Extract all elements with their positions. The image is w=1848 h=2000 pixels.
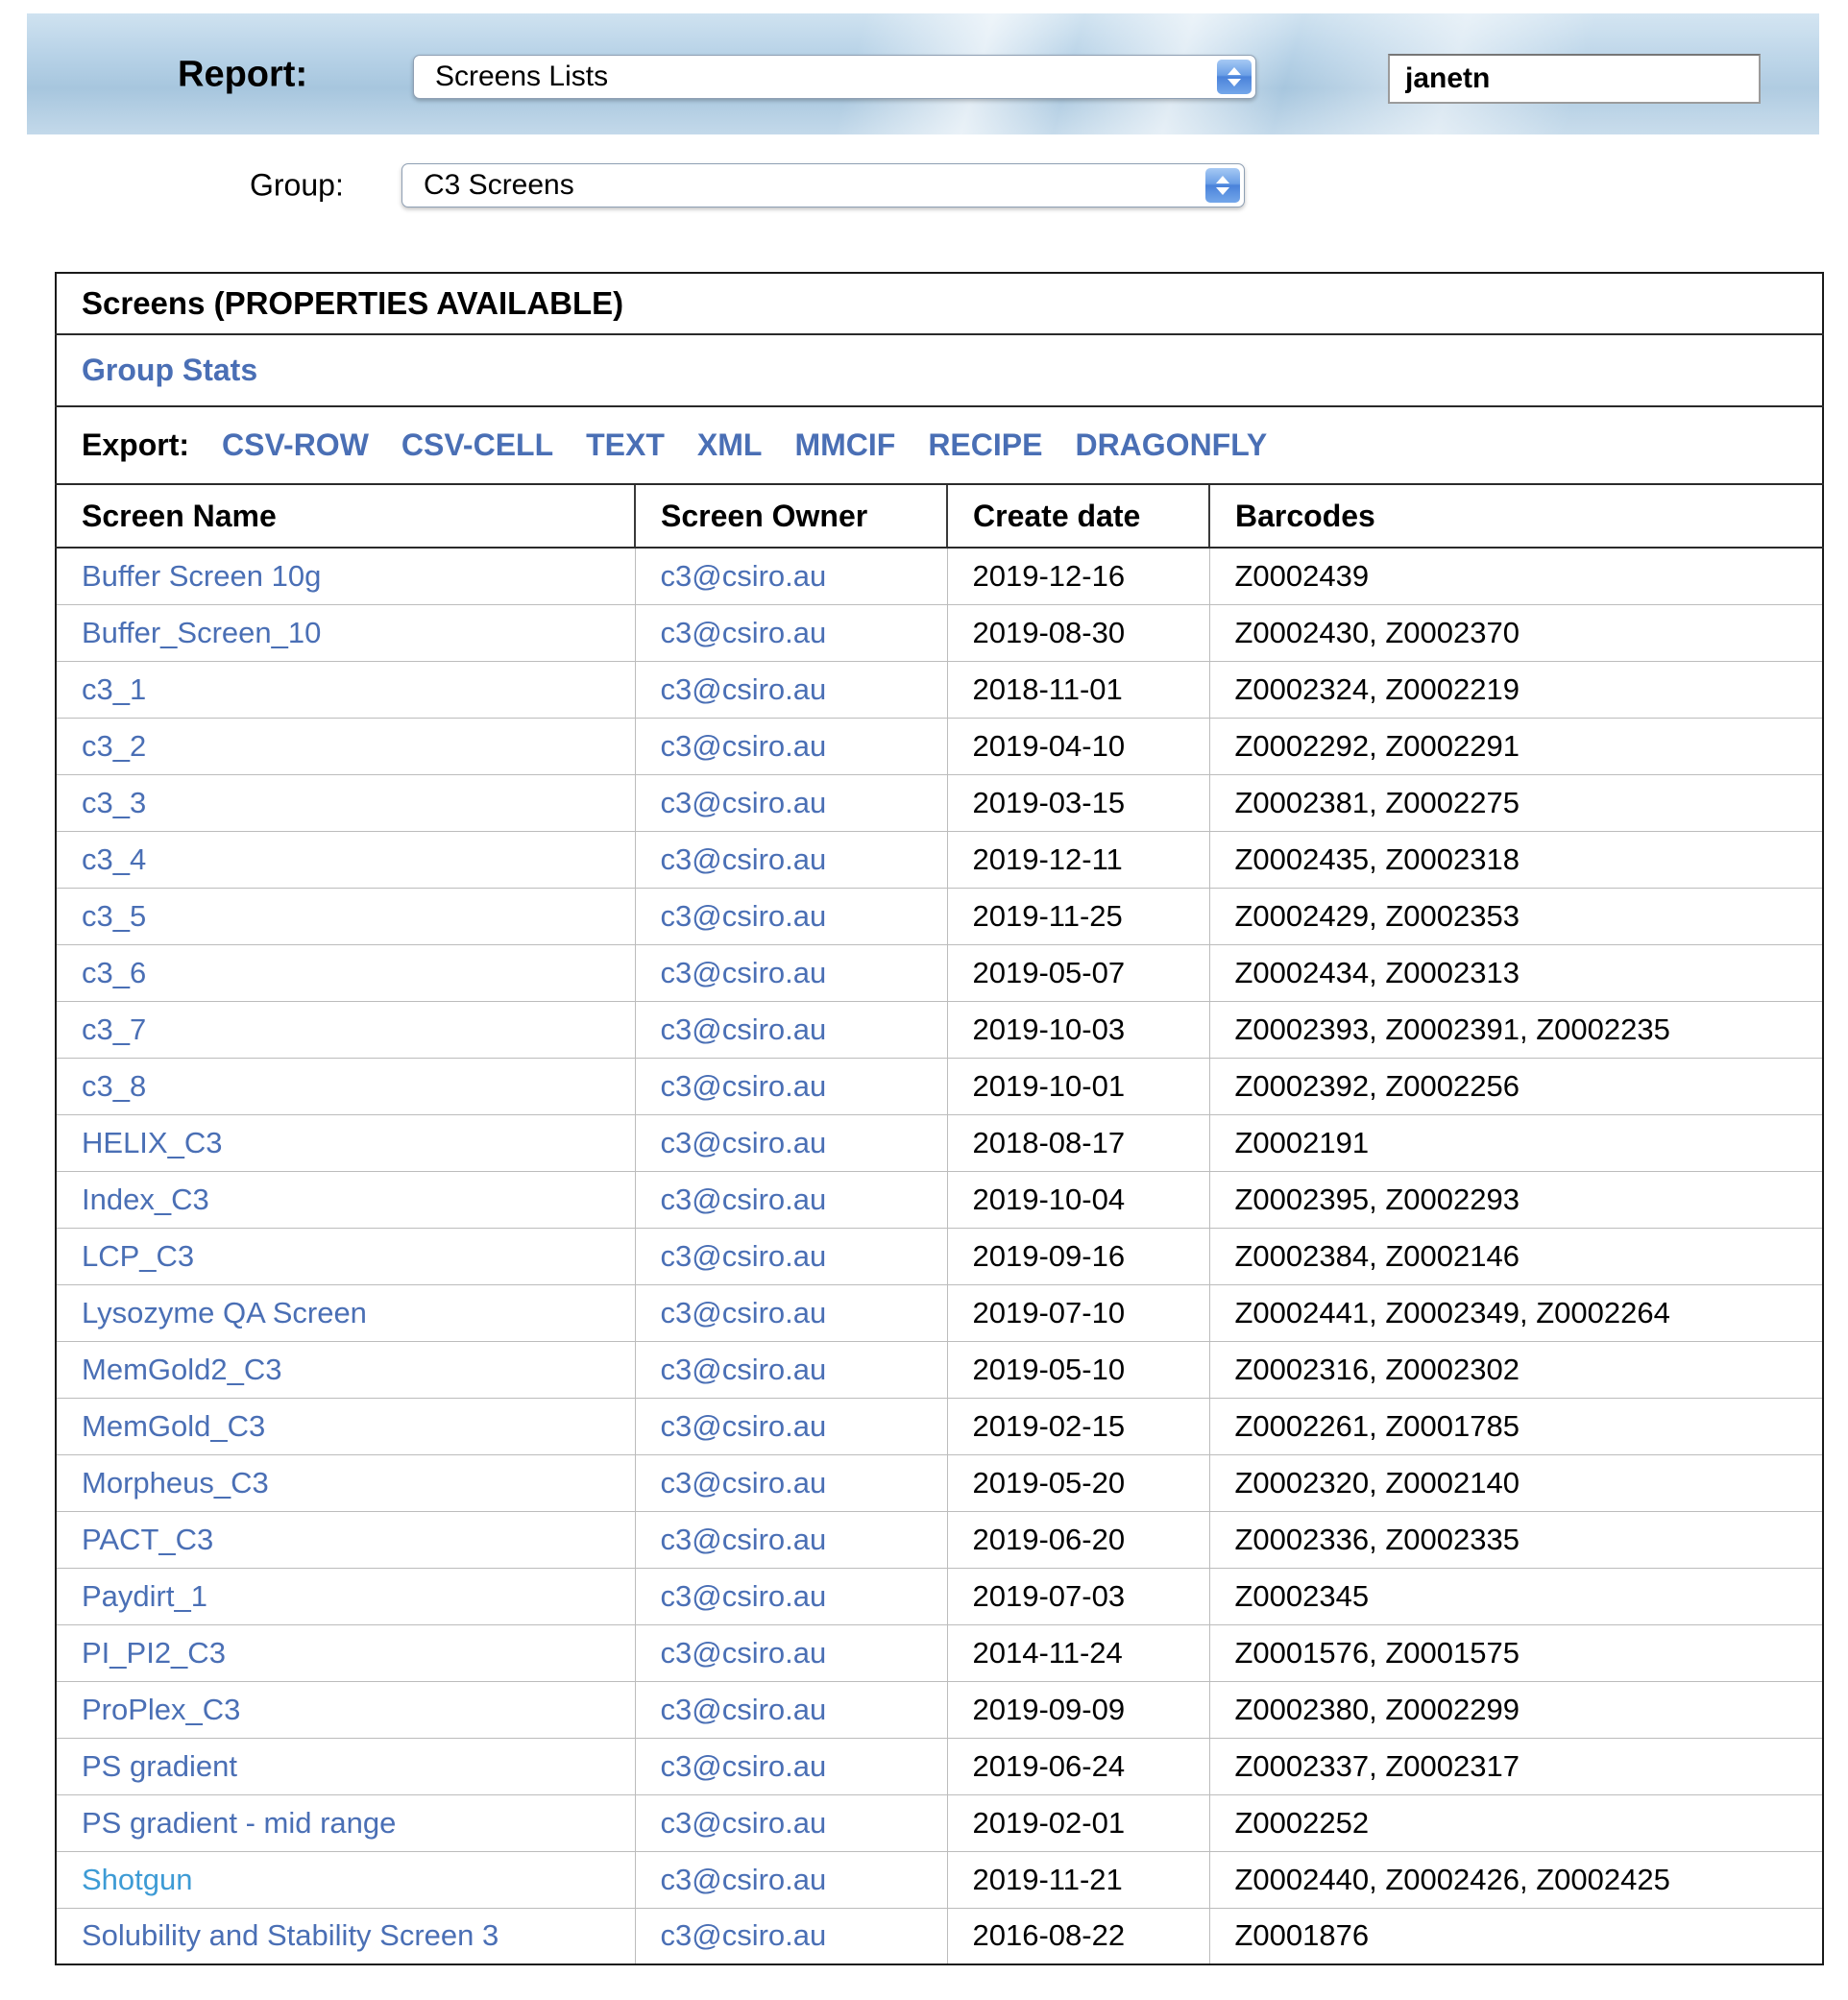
chevron-up-icon [1216,176,1229,183]
screen-name-cell [56,1794,635,1851]
username-input[interactable] [1388,54,1761,104]
screen-owner-link[interactable]: c3@csiro.au [660,558,827,593]
export-row [56,406,1823,484]
table-row [56,1681,1823,1738]
barcodes-cell: Z0001876 [1234,1918,1370,1953]
screen-owner-link[interactable]: c3@csiro.au [660,1408,827,1443]
column-header-screen-owner: Screen Owner [635,484,947,548]
table-row [56,1001,1823,1058]
table-row [56,1511,1823,1568]
table-row [56,661,1823,718]
screen-name-link[interactable]: c3_1 [82,671,147,706]
table-row [56,774,1823,831]
create-date-cell: 2019-12-11 [947,831,1209,888]
screen-owner-link[interactable]: c3@csiro.au [660,785,827,819]
screen-owner-link[interactable]: c3@csiro.au [660,1182,827,1216]
create-date-cell: 2019-08-30 [947,604,1209,661]
screen-owner-cell [635,661,947,718]
table-row [56,1624,1823,1681]
create-date-cell: 2019-02-15 [947,1398,1209,1454]
screen-name-cell [56,831,635,888]
screen-name-link[interactable]: c3_6 [82,955,147,989]
group-stats-link[interactable]: Group Stats [82,353,258,387]
screen-name-link[interactable]: PI_PI2_C3 [82,1635,226,1670]
table-row [56,831,1823,888]
barcodes-cell: Z0002440, Z0002426, Z0002425 [1209,1851,1823,1908]
column-header-create-date: Create date [947,484,1209,548]
chevron-up-icon [1228,67,1241,75]
screen-owner-cell [635,1058,947,1114]
screen-owner-link[interactable]: c3@csiro.au [660,1295,827,1329]
barcodes-cell: Z0002252 [1209,1794,1823,1851]
screen-owner-link[interactable]: c3@csiro.au [660,1578,827,1613]
table-row [56,1171,1823,1228]
create-date-cell: 2019-03-15 [947,774,1209,831]
table-row [56,888,1823,944]
table-row [56,718,1823,774]
barcodes-cell: Z0002429, Z0002353 [1209,888,1823,944]
barcodes-cell: Z0002435, Z0002318 [1209,831,1823,888]
select-stepper-icon[interactable] [1205,168,1240,203]
barcodes-cell: Z0002324, Z0002219 [1209,661,1823,718]
screen-name-cell [56,1681,635,1738]
barcodes-cell: Z0002380, Z0002299 [1209,1681,1823,1738]
barcodes-cell: Z0002441, Z0002349, Z0002264 [1209,1284,1823,1341]
screen-name-cell [56,944,635,1001]
screen-owner-link[interactable]: c3@csiro.au [660,728,827,763]
create-date-cell: 2019-05-10 [947,1341,1209,1398]
screen-owner-cell [635,888,947,944]
export-link-csv-cell[interactable]: CSV-CELL [401,427,554,462]
screen-name-link[interactable]: Shotgun [82,1862,193,1896]
create-date-cell: 2019-02-01 [947,1794,1209,1851]
screen-owner-cell [635,1001,947,1058]
export-link-dragonfly[interactable]: DRAGONFLY [1075,427,1268,462]
table-title: Screens (PROPERTIES AVAILABLE) [56,273,1823,334]
screen-name-link[interactable]: Buffer Screen 10g [82,558,322,593]
chevron-down-icon [1228,79,1241,86]
table-row [56,548,1823,604]
screen-name-cell [56,1398,635,1454]
barcodes-cell: Z0002434, Z0002313 [1209,944,1823,1001]
create-date-cell: 2019-09-16 [947,1228,1209,1284]
column-header-barcodes: Barcodes [1209,484,1823,548]
create-date-cell: 2019-09-09 [947,1681,1209,1738]
screen-name-link[interactable]: PS gradient [82,1748,237,1783]
screen-owner-cell [635,1794,947,1851]
screen-name-link[interactable]: ProPlex_C3 [82,1692,241,1726]
create-date-cell: 2019-12-16 [947,548,1209,604]
table-row [56,1114,1823,1171]
table-row [56,1454,1823,1511]
create-date-cell: 2019-05-20 [947,1454,1209,1511]
create-date-cell: 2018-11-01 [947,661,1209,718]
screen-name-link[interactable]: LCP_C3 [82,1238,195,1273]
screen-owner-cell [635,831,947,888]
screen-name-link[interactable]: Solubility and Stability Screen 3 [82,1918,499,1953]
screen-name-link[interactable]: Morpheus_C3 [82,1465,269,1500]
barcodes-cell: Z0002393, Z0002391, Z0002235 [1209,1001,1823,1058]
screen-name-cell [56,1511,635,1568]
screen-owner-link[interactable]: c3@csiro.au [660,1918,827,1953]
screen-owner-link[interactable]: c3@csiro.au [660,1748,827,1783]
screen-name-cell [56,1341,635,1398]
export-link-xml[interactable]: XML [696,427,763,462]
screen-owner-cell [635,604,947,661]
barcodes-cell: Z0002320, Z0002140 [1209,1454,1823,1511]
create-date-cell: 2019-10-03 [947,1001,1209,1058]
screen-owner-cell [635,1228,947,1284]
screen-owner-cell [635,1908,947,1964]
barcodes-cell: Z0002381, Z0002275 [1209,774,1823,831]
screen-owner-link[interactable]: c3@csiro.au [660,841,827,876]
screen-name-cell [56,1851,635,1908]
screen-owner-link[interactable]: c3@csiro.au [660,615,827,649]
screen-name-cell [56,1624,635,1681]
screen-name-link[interactable]: MemGold2_C3 [82,1352,282,1386]
top-banner [27,13,1819,134]
screen-name-link[interactable]: Index_C3 [82,1182,209,1216]
table-row [56,604,1823,661]
screen-owner-link[interactable]: c3@csiro.au [660,1125,827,1159]
report-label: Report: [178,54,308,95]
screen-name-cell [56,718,635,774]
create-date-cell: 2014-11-24 [947,1624,1209,1681]
create-date-cell: 2019-05-07 [947,944,1209,1001]
barcodes-cell: Z0002392, Z0002256 [1209,1058,1823,1114]
screen-owner-link[interactable]: c3@csiro.au [660,1352,827,1386]
screen-name-cell [56,604,635,661]
barcodes-cell: Z0002384, Z0002146 [1209,1228,1823,1284]
screens-table [55,272,1824,1965]
barcodes-cell: Z0002337, Z0002317 [1209,1738,1823,1794]
table-row [56,1908,1823,1964]
chevron-down-icon [1216,187,1229,195]
table-row [56,1284,1823,1341]
create-date-cell: 2019-10-04 [947,1171,1209,1228]
barcodes-cell: Z0002191 [1209,1114,1823,1171]
screen-name-link[interactable]: c3_5 [82,898,147,933]
screen-owner-cell [635,1398,947,1454]
screen-owner-link[interactable]: c3@csiro.au [660,1692,827,1726]
screen-owner-cell [635,944,947,1001]
screen-owner-link[interactable]: c3@csiro.au [660,1068,827,1103]
group-select[interactable] [401,163,1245,207]
barcodes-cell: Z0002261, Z0001785 [1209,1398,1823,1454]
create-date-cell: 2019-11-21 [947,1851,1209,1908]
screen-name-cell [56,548,635,604]
screen-name-link[interactable]: MemGold_C3 [82,1408,266,1443]
screen-name-link[interactable]: c3_3 [82,785,147,819]
table-row [56,944,1823,1001]
screen-owner-cell [635,1284,947,1341]
export-link-recipe[interactable]: RECIPE [928,427,1043,462]
select-stepper-icon[interactable] [1217,60,1252,94]
table-row [56,1794,1823,1851]
screen-owner-cell [635,1568,947,1624]
screen-owner-cell [635,1511,947,1568]
create-date-cell: 2019-04-10 [947,718,1209,774]
screen-owner-cell [635,1341,947,1398]
create-date-cell: 2019-11-25 [947,888,1209,944]
screen-name-cell [56,1568,635,1624]
export-label: Export: [82,427,189,462]
screen-owner-link[interactable]: c3@csiro.au [660,1238,827,1273]
barcodes-cell: Z0002395, Z0002293 [1209,1171,1823,1228]
screen-name-link[interactable]: c3_4 [82,841,147,876]
create-date-cell: 2019-10-01 [947,1058,1209,1114]
screen-owner-cell [635,1454,947,1511]
table-row [56,1341,1823,1398]
screen-name-cell [56,1114,635,1171]
screen-name-cell [56,1001,635,1058]
barcodes-cell: Z0001576, Z0001575 [1209,1624,1823,1681]
create-date-cell: 2019-06-24 [947,1738,1209,1794]
create-date-cell: 2018-08-17 [947,1114,1209,1171]
group-select-value: C3 Screens [424,169,574,201]
screen-owner-cell [635,1738,947,1794]
create-date-cell: 2019-07-10 [947,1284,1209,1341]
screen-owner-cell [635,548,947,604]
screen-owner-cell [635,718,947,774]
screen-name-cell [56,1171,635,1228]
screen-owner-link[interactable]: c3@csiro.au [660,1635,827,1670]
export-links [189,428,1267,462]
barcodes-cell: Z0002316, Z0002302 [1209,1341,1823,1398]
report-select-value: Screens Lists [435,61,609,92]
table-title-row [56,273,1823,334]
screen-name-cell [56,1908,635,1964]
create-date-cell: 2016-08-22 [947,1908,1209,1964]
screen-name-link[interactable]: PACT_C3 [82,1522,214,1556]
table-row [56,1851,1823,1908]
table-row [56,1568,1823,1624]
screen-owner-link[interactable]: c3@csiro.au [660,1862,827,1896]
barcodes-cell: Z0002336, Z0002335 [1209,1511,1823,1568]
barcodes-cell: Z0002430, Z0002370 [1209,604,1823,661]
screen-name-cell [56,1058,635,1114]
screen-owner-link[interactable]: c3@csiro.au [660,1465,827,1500]
screen-owner-link[interactable]: c3@csiro.au [660,1805,827,1840]
column-header-row [56,484,1823,548]
screen-name-link[interactable]: c3_7 [82,1012,147,1046]
screen-owner-link[interactable]: c3@csiro.au [660,1522,827,1556]
export-link-text[interactable]: TEXT [586,427,665,462]
table-row [56,1058,1823,1114]
screen-owner-link[interactable]: c3@csiro.au [660,671,827,706]
screen-name-cell [56,1284,635,1341]
table-row [56,1398,1823,1454]
screen-owner-cell [635,1624,947,1681]
screen-owner-link[interactable]: c3@csiro.au [660,898,827,933]
screen-name-link[interactable]: Buffer_Screen_10 [82,615,322,649]
screen-name-link[interactable]: c3_8 [82,1068,147,1103]
screen-name-cell [56,1228,635,1284]
screen-owner-link[interactable]: c3@csiro.au [660,1012,827,1046]
report-select[interactable] [413,55,1256,99]
create-date-cell: 2019-07-03 [947,1568,1209,1624]
screen-name-link[interactable]: HELIX_C3 [82,1125,223,1159]
screen-owner-cell [635,774,947,831]
screen-owner-cell [635,1114,947,1171]
table-row [56,1228,1823,1284]
barcodes-cell: Z0002292, Z0002291 [1209,718,1823,774]
screen-name-link[interactable]: Lysozyme QA Screen [82,1295,367,1329]
screen-name-cell [56,1738,635,1794]
screen-name-link[interactable]: c3_2 [82,728,147,763]
column-header-screen-name: Screen Name [56,484,635,548]
screen-owner-cell [635,1681,947,1738]
screen-owner-cell [635,1851,947,1908]
screen-name-link[interactable]: PS gradient - mid range [82,1805,397,1840]
group-label: Group: [250,167,344,203]
group-stats-row [56,334,1823,406]
export-link-csv-row[interactable]: CSV-ROW [222,427,369,462]
screen-name-cell [56,888,635,944]
screen-owner-cell [635,1171,947,1228]
screen-owner-link[interactable]: c3@csiro.au [660,955,827,989]
table-row [56,1738,1823,1794]
screen-name-cell [56,661,635,718]
export-link-mmcif[interactable]: MMCIF [794,427,896,462]
screen-name-cell [56,774,635,831]
screen-name-link[interactable]: Paydirt_1 [82,1578,207,1613]
barcodes-cell: Z0002345 [1209,1568,1823,1624]
create-date-cell: 2019-06-20 [947,1511,1209,1568]
barcodes-cell: Z0002439 [1209,548,1823,604]
screen-name-cell [56,1454,635,1511]
